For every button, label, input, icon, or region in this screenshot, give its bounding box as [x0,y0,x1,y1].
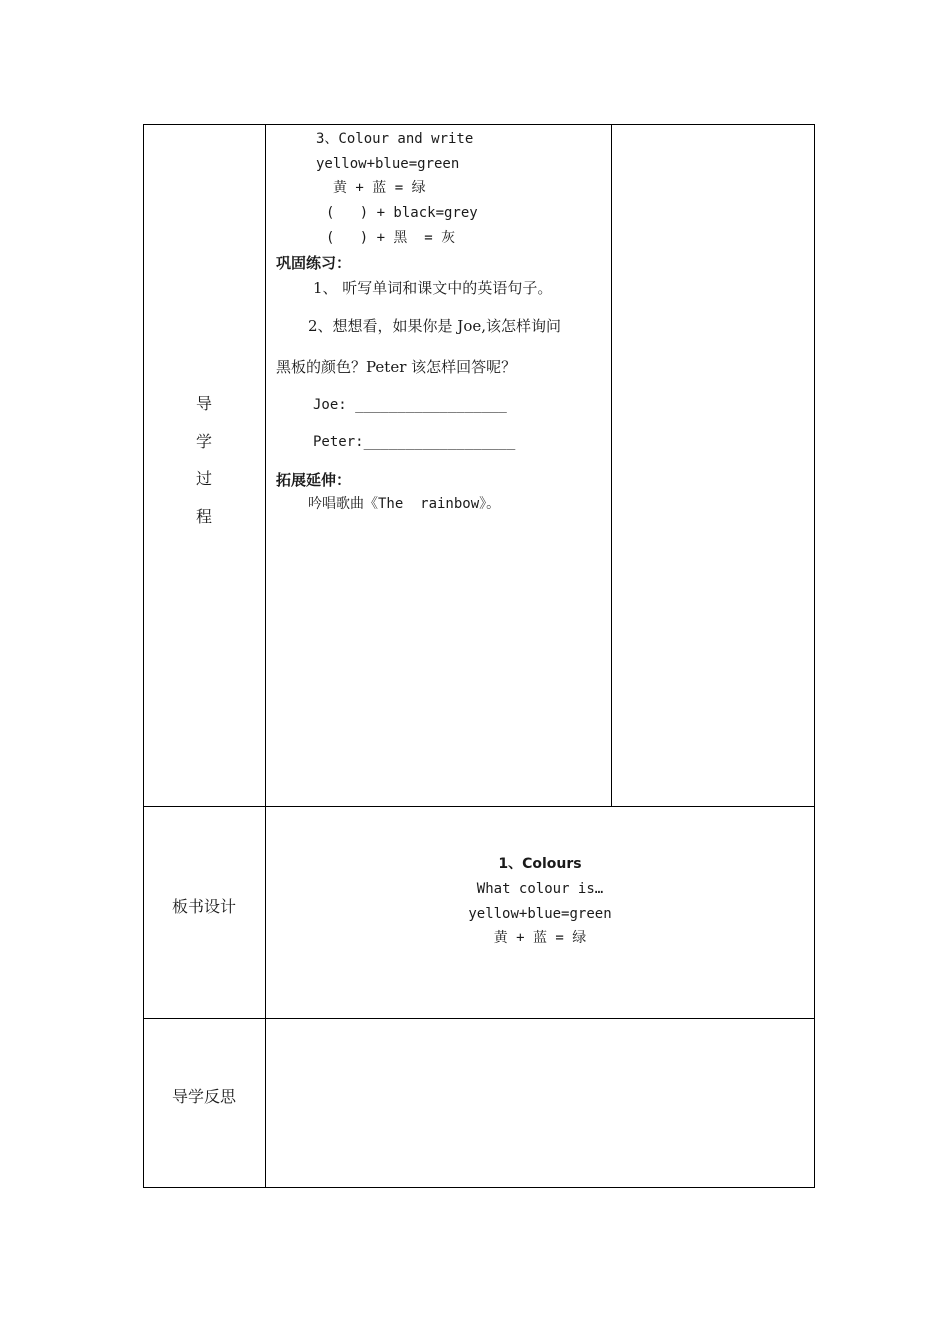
row1-label-char-3: 过 [196,469,213,488]
joe-answer-line: Joe: __________________ [313,397,507,413]
row1-label-char-2: 学 [196,432,213,451]
table-divider-col2 [611,124,612,806]
colour-blank-english: ( ) + black=grey [326,205,478,221]
table-border-right [814,124,815,1188]
colour-equation-english: yellow+blue=green [316,156,460,172]
board-line-chinese: 黄 + 蓝 = 绿 [493,930,587,946]
row2-label: 板书设计 [172,897,237,916]
board-line-equation: yellow+blue=green [468,906,612,922]
table-border-left [143,124,144,1188]
colour-equation-chinese: 黄 + 蓝 = 绿 [333,180,426,196]
table-border-bottom [143,1187,815,1188]
extension-heading: 拓展延伸： [276,471,352,489]
practice-item-1: 1、 听写单词和课文中的英语句子。 [313,279,553,297]
row1-label-char-1: 导 [196,394,213,413]
board-line-question: What colour is… [476,881,604,897]
colour-blank-chinese: ( ) + 黑 = 灰 [326,230,456,246]
colour-and-write-heading: 3、Colour and write [316,131,474,147]
table-border-top [143,124,815,125]
practice-heading: 巩固练习： [276,254,352,272]
table-divider-row1 [143,806,815,807]
extension-text: 吟唱歌曲《The rainbow》。 [308,496,501,512]
table-divider-row2 [143,1018,815,1019]
board-title: 1、Colours [498,856,582,872]
practice-item-2-line-2: 黑板的颜色？Peter 该怎样回答呢？ [276,358,517,376]
row3-label: 导学反思 [172,1087,237,1106]
peter-answer-line: Peter:__________________ [313,434,516,450]
practice-item-2-line-1: 2、想想看，如果你是 Joe,该怎样询问 [308,317,562,335]
row1-label-char-4: 程 [196,507,213,526]
table-divider-col1 [265,124,266,1188]
